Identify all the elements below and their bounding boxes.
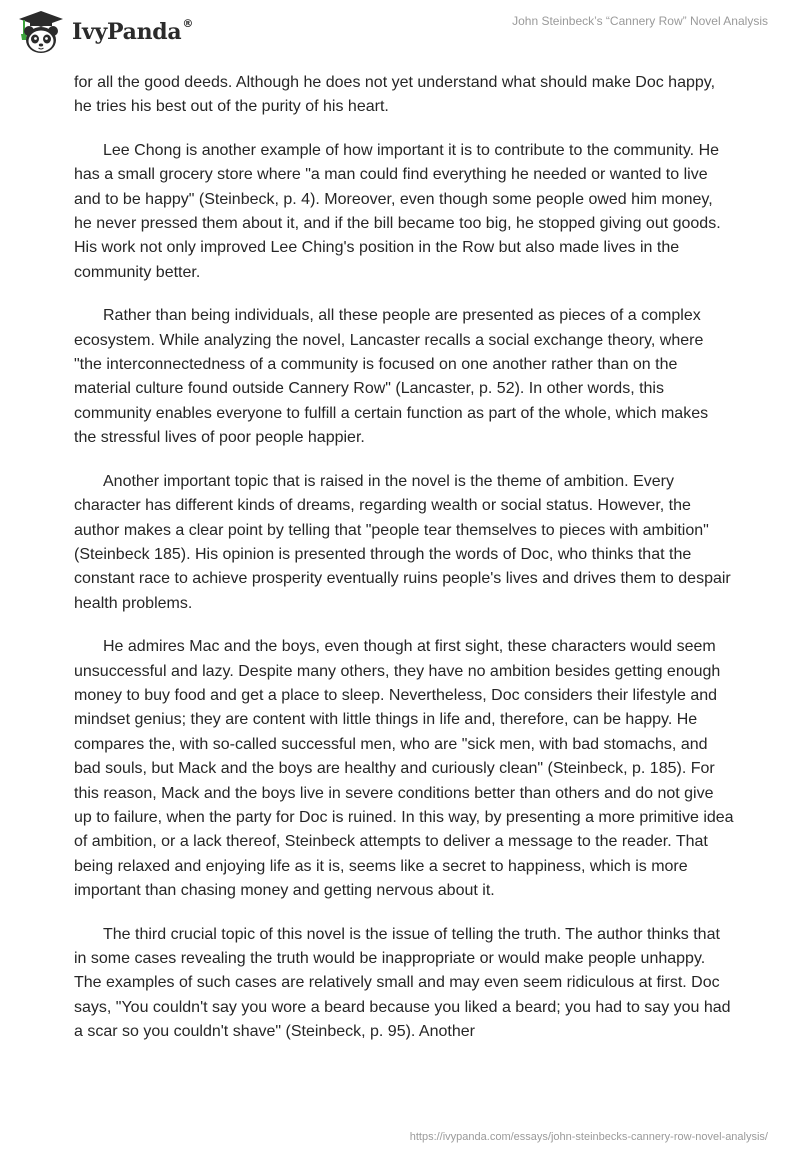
document-title: John Steinbeck’s “Cannery Row” Novel Analysis (512, 14, 768, 28)
registered-mark: ® (182, 17, 194, 30)
page-header (0, 0, 800, 62)
paragraph: for all the good deeds. Although he does not yet understand what should make Doc happy, he tries his best out of the purity of his heart. (74, 74, 716, 116)
source-url-link[interactable]: https://ivypanda.com/essays/john-steinbecks-cannery-row-novel-analysis/ (409, 1131, 768, 1143)
brand-name: IvyPanda® (72, 17, 194, 45)
brand-logo[interactable] (16, 9, 193, 55)
paragraph: Lee Chong is another example of how important it is to contribute to the community. He has a small grocery store where "a man could find everything he needed or wanted to live and to be happy" (Steinbeck, p. 4). Moreover, even though some people owed him money, he never pressed them about it, and if the bill became too big, he stopped giving out goods. His work not only improved Lee Ching's position in the Row but also made lives in the community better. (74, 141, 721, 281)
paragraph: Rather than being individuals, all these people are presented as pieces of a complex ecosystem. While analyzing the novel, Lancaster recalls a social exchange theory, where "the interconnectedness of a community is focused on one another rather than on the material culture found outside Cannery Row" (Lancaster, p. 52). In other words, this community enables everyone to fulfill a certain function as part of the whole, which makes the stressful lives of poor people happier. (74, 307, 709, 447)
paragraph: Another important topic that is raised in the novel is the theme of ambition. Every character has different kinds of dreams, regarding wealth or social status. However, the author makes a clear point by telling that "people tear themselves to pieces with ambition" (Steinbeck 185). His opinion is presented through the words of Doc, who thinks that the constant race to achieve prosperity eventually ruins people's lives and drives them to despair health problems. (74, 472, 731, 612)
panda-graduate-icon (16, 9, 66, 55)
essay-body (74, 71, 734, 1064)
paragraph: The third crucial topic of this novel is the issue of telling the truth. The author thinks that in some cases revealing the truth would be inappropriate or would make people unhappy. The examples of such cases are relatively small and may even seem ridiculous at first. Doc says, "You couldn't say you wore a beard because you liked a beard; you had to say you had a scar so you couldn't shave" (Steinbeck, p. 95). Another (74, 925, 731, 1041)
paragraph: He admires Mac and the boys, even though at first sight, these characters would seem unsuccessful and lazy. Despite many others, they have no ambition besides getting enough money to buy food and get a place to sleep. Nevertheless, Doc considers their lifestyle and mindset genius; they are content with little things in life and, therefore, can be happy. He compares the, with so-called successful men, who are "sick men, with bad stomachs, and bad souls, but Mack and the boys are healthy and curiously clean" (Steinbeck, p. 185). For this reason, Mack and the boys live in severe conditions better than others and do not give up to failure, when the party for Doc is ruined. In this way, by presenting a more primitive idea of ambition, or a lack thereof, Steinbeck attempts to deliver a message to the reader. That being relaxed and enjoying life as it is, seems like a secret to happiness, which is more important than chasing money and getting nervous about it. (74, 638, 734, 900)
